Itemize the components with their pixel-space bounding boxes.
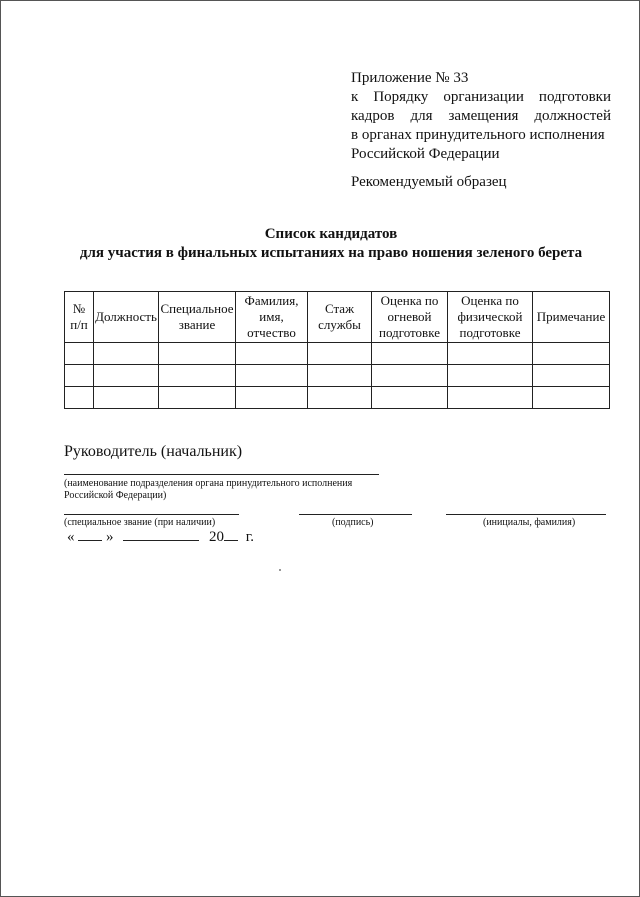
rank-caption: (специальное звание (при наличии) <box>64 517 216 528</box>
table-cell <box>308 387 372 409</box>
document-title: Список кандидатов <box>264 226 398 242</box>
table-cell <box>308 365 372 387</box>
header-cell-position: Должность <box>94 292 159 343</box>
table-cell <box>308 343 372 365</box>
scan-speck <box>279 569 281 571</box>
table-cell <box>94 343 159 365</box>
table-cell <box>372 365 448 387</box>
month-blank <box>123 526 199 541</box>
subdivision-line <box>64 474 379 475</box>
table-cell <box>448 387 533 409</box>
date-year-suffix: г. <box>245 529 254 545</box>
rank-line <box>64 514 239 515</box>
table-cell <box>372 387 448 409</box>
day-blank <box>78 526 102 541</box>
table-cell <box>533 343 610 365</box>
subdivision-caption: (наименование подразделения органа принудительного исполнения <box>64 478 353 489</box>
table-cell <box>448 343 533 365</box>
date-close-quote: » <box>106 529 114 545</box>
header-cell-fire-score: Оценка по огневой подготовке <box>372 292 448 343</box>
header-cell-number: № п/п <box>65 292 94 343</box>
sign-line <box>299 514 412 515</box>
date-line <box>67 526 254 546</box>
header-cell-physical-score: Оценка по физической подготовке <box>448 292 533 343</box>
candidates-table <box>64 291 610 409</box>
header-cell-full-name: Фамилия, имя, отчество <box>236 292 308 343</box>
header-cell-service-length: Стаж службы <box>308 292 372 343</box>
sample-label: Рекомендуемый образец <box>351 174 507 190</box>
sign-caption: (подпись) <box>332 517 374 528</box>
table-cell <box>65 387 94 409</box>
table-cell <box>65 343 94 365</box>
table-cell <box>94 387 159 409</box>
appendix-text-line: Российской Федерации <box>351 146 500 162</box>
appendix-number: Приложение № 33 <box>351 70 469 86</box>
appendix-text-line: к Порядку организации подготовки <box>351 89 611 105</box>
table-cell <box>533 365 610 387</box>
table-cell <box>448 365 533 387</box>
initials-line <box>446 514 606 515</box>
head-signature-label: Руководитель (начальник) <box>64 443 243 460</box>
appendix-text-line: кадров для замещения должностей <box>351 108 611 124</box>
table-cell <box>159 365 236 387</box>
year-blank <box>224 526 238 541</box>
table-cell <box>65 365 94 387</box>
header-cell-rank: Специальное звание <box>159 292 236 343</box>
table-cell <box>236 365 308 387</box>
table-cell <box>236 387 308 409</box>
table-cell <box>94 365 159 387</box>
table-cell <box>159 387 236 409</box>
appendix-block <box>351 69 611 164</box>
table-row <box>65 365 610 387</box>
table-cell <box>159 343 236 365</box>
table-cell <box>372 343 448 365</box>
document-subtitle: для участия в финальных испытаниях на право ношения зеленого берета <box>79 245 583 261</box>
table-row <box>65 343 610 365</box>
subdivision-caption-continued: Российской Федерации) <box>64 490 167 501</box>
table-header-row <box>65 292 610 343</box>
appendix-text-line: в органах принудительного исполнения <box>351 127 605 143</box>
date-open-quote: « <box>67 529 75 545</box>
table-row <box>65 387 610 409</box>
table-cell <box>533 387 610 409</box>
table-cell <box>236 343 308 365</box>
date-year-prefix: 20 <box>209 529 224 545</box>
initials-caption: (инициалы, фамилия) <box>483 517 576 528</box>
header-cell-note: Примечание <box>533 292 610 343</box>
